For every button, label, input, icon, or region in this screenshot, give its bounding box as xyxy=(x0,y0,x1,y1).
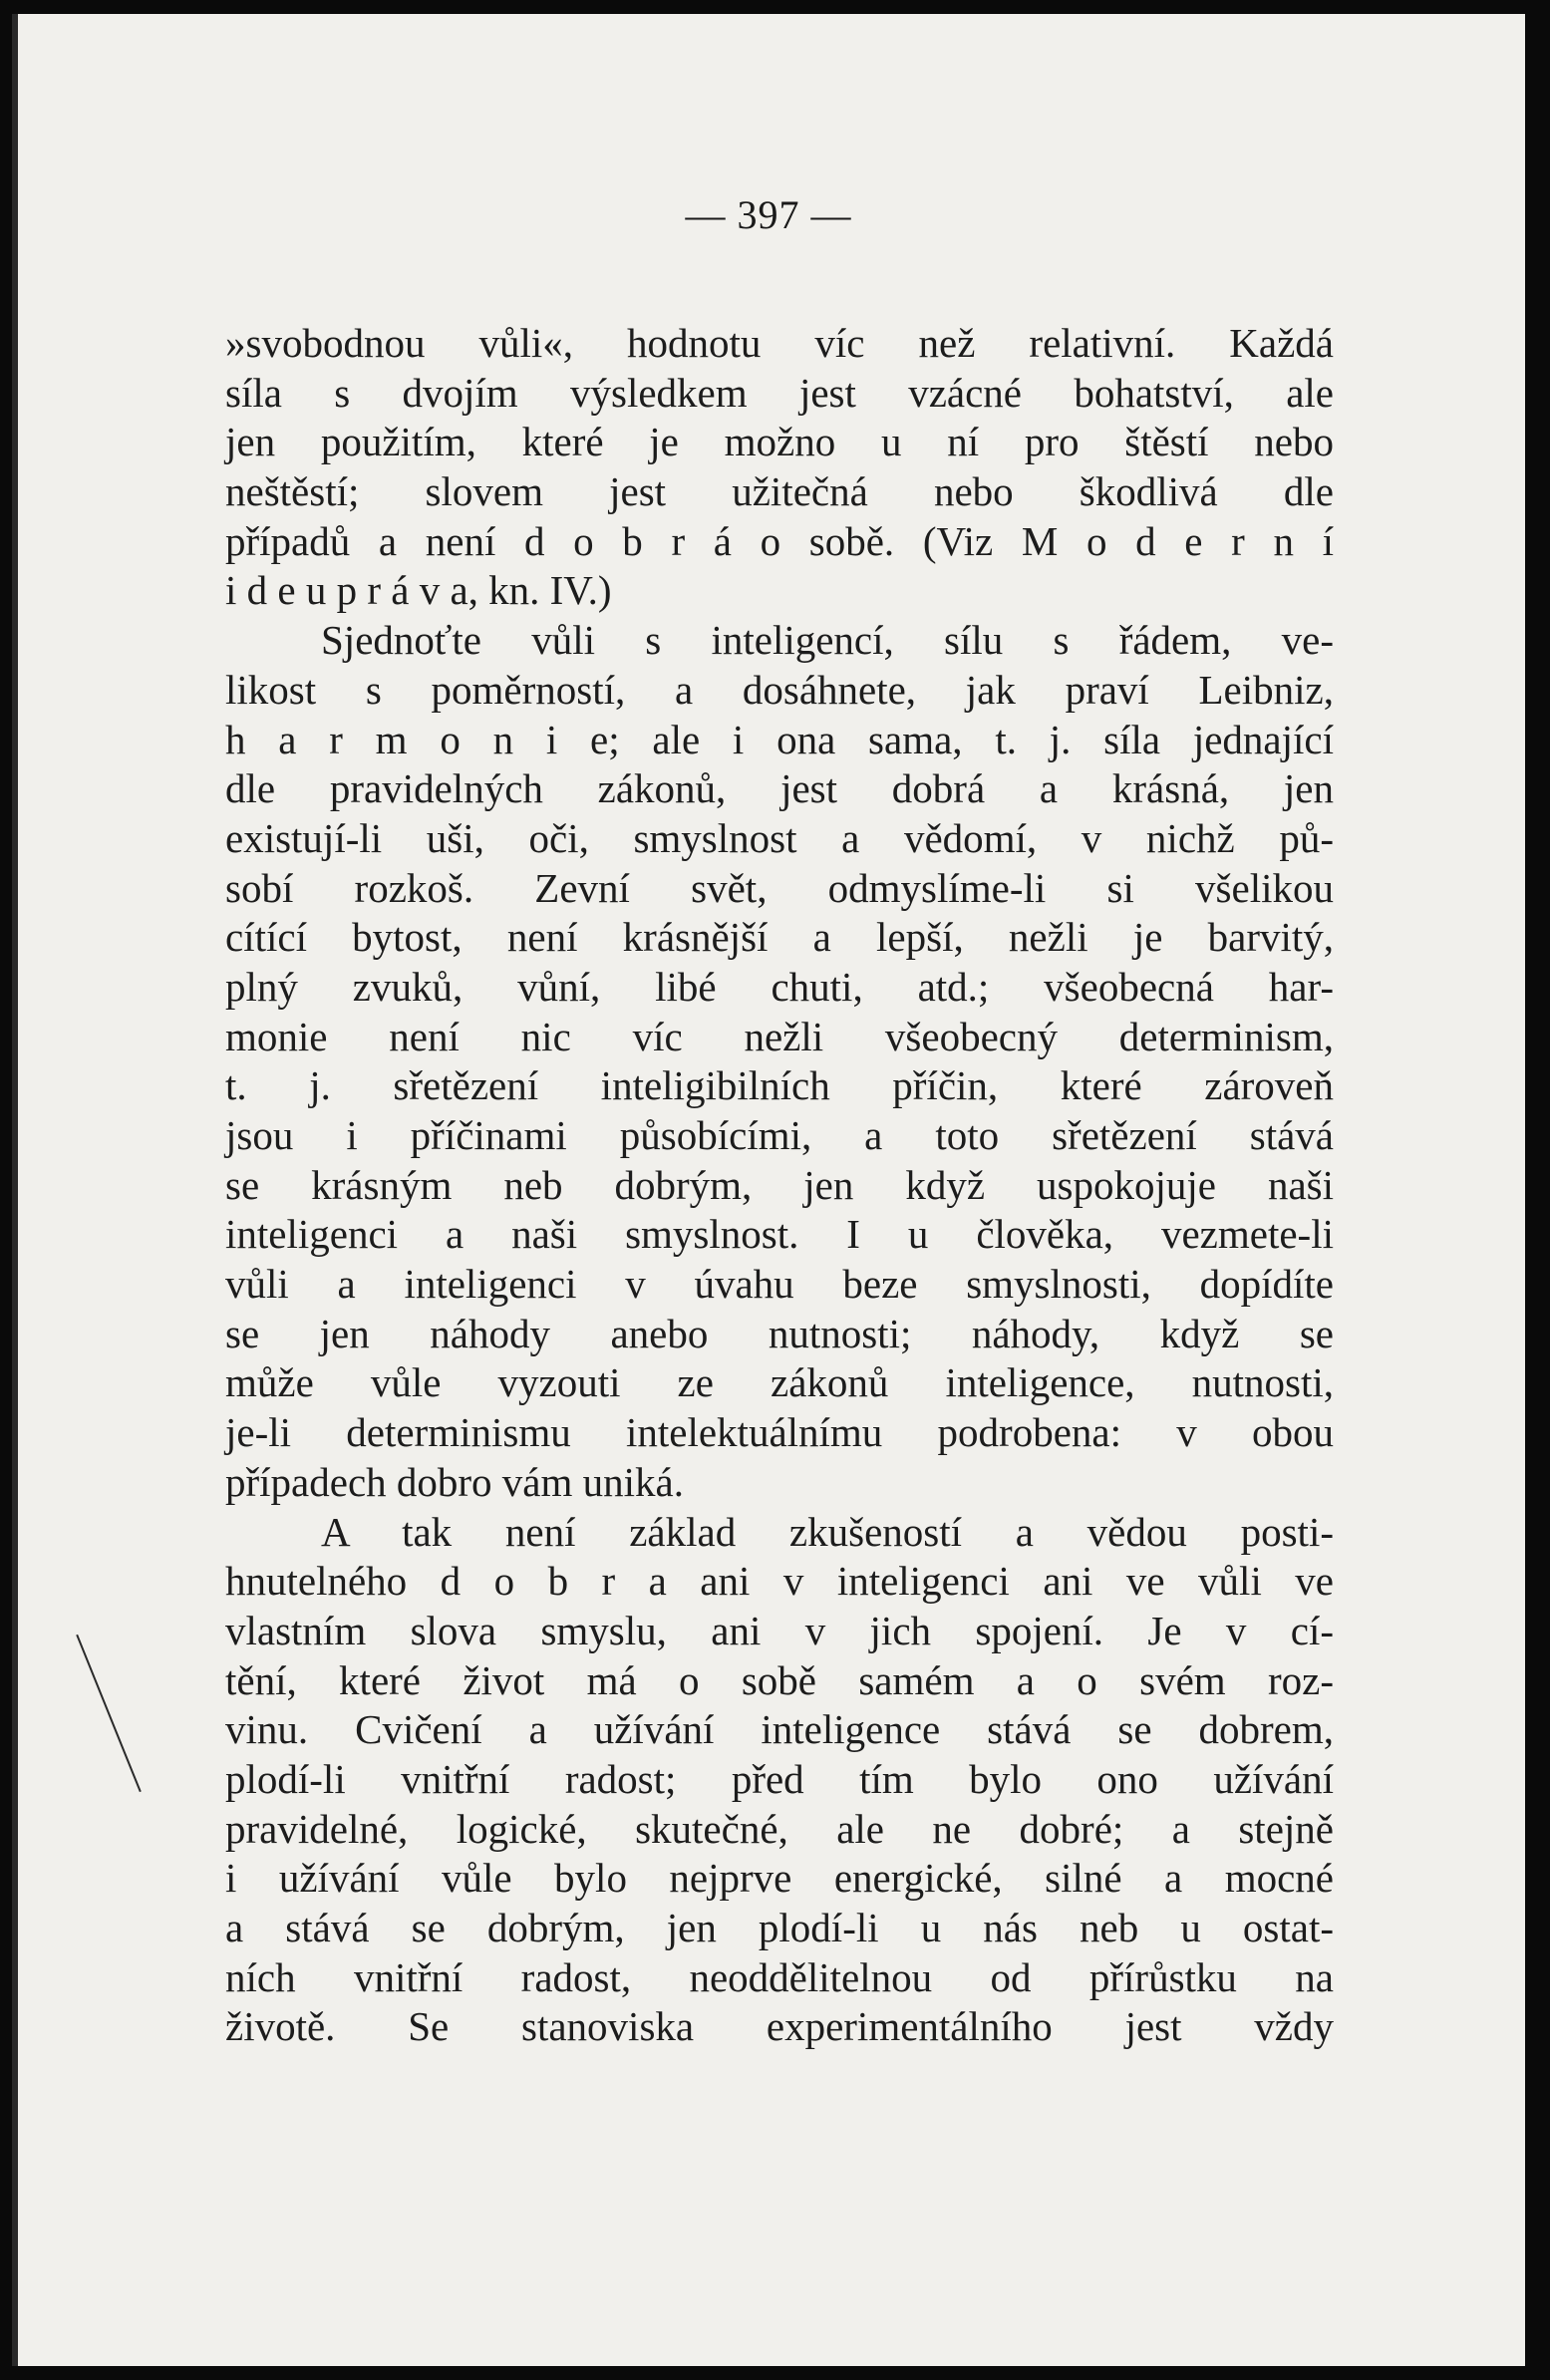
text-line: cítící bytost, není krásnější a lepší, nežli je barvitý, xyxy=(225,914,1334,961)
text-line: se jen náhody anebo nutnosti; náhody, když se xyxy=(225,1310,1334,1356)
scan-scratch-mark xyxy=(76,1635,142,1792)
text-line: se krásným neb dobrým, jen když uspokojuje naši xyxy=(225,1161,1334,1208)
text-line: pravidelné, logické, skutečné, ale ne dobré; a stejně xyxy=(225,1805,1334,1852)
text-line: A tak není základ zkušeností a vědou posti- xyxy=(321,1508,1334,1555)
text-line: »svobodnou vůli«, hodnotu víc než relativní. Každá xyxy=(225,320,1334,366)
text-line: i užívání vůle bylo nejprve energické, silné a mocné xyxy=(225,1855,1334,1902)
text-line: h a r m o n i e; ale i ona sama, t. j. síla jednající xyxy=(225,716,1334,762)
text-line: je-li determinismu intelektuálnímu podrobena: v obou xyxy=(225,1409,1334,1456)
text-line: neštěstí; slovem jest užitečná nebo škodlivá dle xyxy=(225,468,1334,515)
text-line: likost s poměrností, a dosáhnete, jak praví Leibniz, xyxy=(225,666,1334,713)
text-line: i d e u p r á v a, kn. IV.) xyxy=(225,567,612,614)
text-line: případech dobro vám uniká. xyxy=(225,1458,684,1505)
text-line: jsou i příčinami působícími, a toto sřetězení stává xyxy=(225,1112,1334,1158)
text-line: plný zvuků, vůní, libé chuti, atd.; všeobecná har- xyxy=(225,963,1334,1010)
text-line: monie není nic víc nežli všeobecný determinism, xyxy=(225,1013,1334,1059)
text-line: dle pravidelných zákonů, jest dobrá a krásná, jen xyxy=(225,765,1334,812)
text-line: může vůle vyzouti ze zákonů inteligence, nutnosti, xyxy=(225,1359,1334,1406)
text-line: plodí-li vnitřní radost; před tím bylo ono užívání xyxy=(225,1755,1334,1802)
text-line: vinu. Cvičení a užívání inteligence stává se dobrem, xyxy=(225,1706,1334,1753)
text-line: ních vnitřní radost, neoddělitelnou od přírůstku na xyxy=(225,1953,1334,2000)
text-line: hnutelného d o b r a ani v inteligenci ani ve vůli ve xyxy=(225,1558,1334,1605)
text-line: sobí rozkoš. Zevní svět, odmyslíme-li si všelikou xyxy=(225,864,1334,911)
text-line: t. j. sřetězení inteligibilních příčin, které zároveň xyxy=(225,1062,1334,1109)
text-line: životě. Se stanoviska experimentálního jest vždy xyxy=(225,2003,1334,2050)
left-edge-shadow xyxy=(12,14,18,2366)
text-line: případů a není d o b r á o sobě. (Viz M o d e r n í xyxy=(225,517,1334,564)
page-number: — 397 — xyxy=(685,192,852,237)
text-line: síla s dvojím výsledkem jest vzácné bohatství, ale xyxy=(225,369,1334,416)
body-text xyxy=(225,319,1334,2052)
text-line: inteligenci a naši smyslnost. I u člověka, vezmete-li xyxy=(225,1211,1334,1258)
text-line: vůli a inteligenci v úvahu beze smyslnosti, dopídíte xyxy=(225,1261,1334,1308)
text-line: a stává se dobrým, jen plodí-li u nás neb u ostat- xyxy=(225,1905,1334,1950)
text-line: vlastním slova smyslu, ani v jich spojení. Je v cí- xyxy=(225,1607,1334,1653)
text-line: Sjednoťte vůli s inteligencí, sílu s řádem, ve- xyxy=(321,617,1334,664)
text-line: existují-li uši, oči, smyslnost a vědomí, v nichž pů- xyxy=(225,814,1334,861)
book-page xyxy=(12,14,1525,2366)
text-line: tění, které život má o sobě samém a o svém roz- xyxy=(225,1656,1334,1703)
text-line: jen použitím, které je možno u ní pro štěstí nebo xyxy=(225,419,1334,465)
